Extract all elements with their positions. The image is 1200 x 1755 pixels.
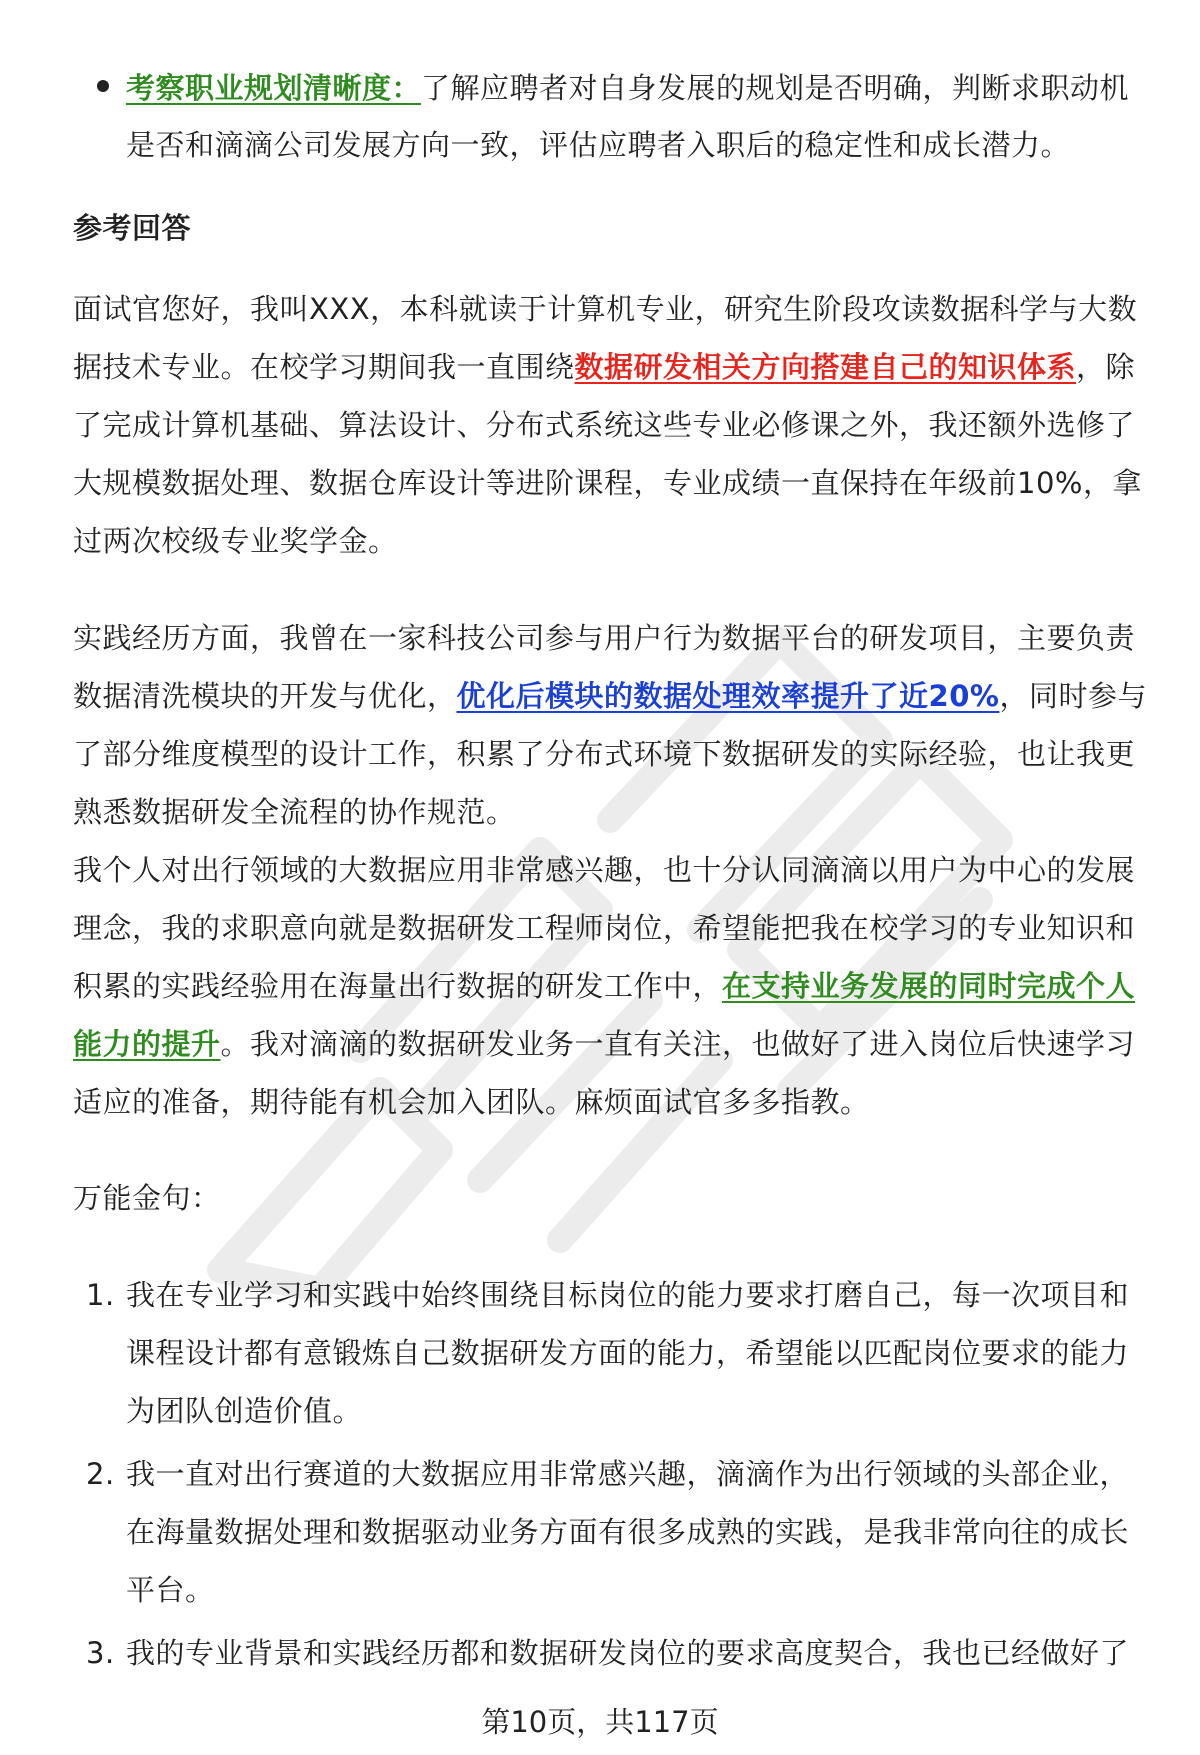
- list-item-1-line-1: 我在专业学习和实践中始终围绕目标岗位的能力要求打磨自己，每一次项目和: [126, 1278, 1130, 1312]
- para3-text: 。我对滴滴的数据研发业务一直有关注，也做好了进入岗位后快速学习: [220, 1027, 1136, 1061]
- para1-text: ，除: [1076, 350, 1136, 384]
- bullet-line-1: [126, 68, 1129, 108]
- para2-text: 数据清洗模块的开发与优化，: [73, 679, 457, 713]
- list-number: 1.: [86, 1278, 115, 1312]
- bullet-line-2: [126, 125, 1070, 165]
- para2-text: ，同时参与: [999, 679, 1147, 713]
- para3-line-4: [73, 1024, 1135, 1064]
- para1-line-4: 大规模数据处理、数据仓库设计等进阶课程，专业成绩一直保持在年级前10%，拿: [73, 466, 1142, 500]
- bullet-text-2: 是否和滴滴公司发展方向一致，评估应聘者入职后的稳定性和成长潜力。: [126, 128, 1071, 162]
- para2-highlight: 优化后模块的数据处理效率提升了近20%: [456, 679, 1000, 713]
- list-number: 3.: [86, 1636, 115, 1670]
- list-item-2-line-3: 平台。: [126, 1573, 215, 1607]
- list-item-2-line-2: 在海量数据处理和数据驱动业务方面有很多成熟的实践，是我非常向往的成长: [126, 1515, 1130, 1549]
- para3-line-2: 理念，我的求职意向就是数据研发工程师岗位，希望能把我在校学习的专业知识和: [73, 911, 1136, 945]
- para3-highlight: 在支持业务发展的同时完成个人: [722, 969, 1136, 1003]
- para1-line-3: 了完成计算机基础、算法设计、分布式系统这些专业必修课之外，我还额外选修了: [73, 408, 1136, 442]
- bullet-label: 考察职业规划清晰度：: [126, 71, 422, 105]
- para1-text: 据技术专业。在校学习期间我一直围绕: [73, 350, 575, 384]
- para2-line-2: [73, 676, 1147, 716]
- para2-line-4: 熟悉数据研发全流程的协作规范。: [73, 795, 516, 829]
- para2-line-3: 了部分维度模型的设计工作，积累了分布式环境下数据研发的实际经验，也让我更: [73, 737, 1136, 771]
- para1-line-1: 面试官您好，我叫XXX，本科就读于计算机专业，研究生阶段攻读数据科学与大数: [73, 292, 1138, 326]
- list-item-2-line-1: 我一直对出行赛道的大数据应用非常感兴趣，滴滴作为出行领域的头部企业，: [126, 1457, 1130, 1491]
- para3-line-1: 我个人对出行领域的大数据应用非常感兴趣，也十分认同滴滴以用户为中心的发展: [73, 853, 1136, 887]
- para3-highlight: 能力的提升: [73, 1027, 221, 1061]
- para1-highlight: 数据研发相关方向搭建自己的知识体系: [574, 350, 1077, 384]
- list-number: 2.: [86, 1457, 115, 1491]
- section-heading: 参考回答: [73, 211, 192, 245]
- page-footer: 第10页，共117页: [481, 1705, 719, 1739]
- para1-line-2: [73, 347, 1135, 387]
- list-item-3-line-1: 我的专业背景和实践经历都和数据研发岗位的要求高度契合，我也已经做好了: [126, 1636, 1130, 1670]
- para2-line-1: 实践经历方面，我曾在一家科技公司参与用户行为数据平台的研发项目，主要负责: [73, 621, 1136, 655]
- bullet-dot: [97, 80, 109, 92]
- para3-line-5: 适应的准备，期待能有机会加入团队。麻烦面试官多多指教。: [73, 1085, 870, 1119]
- para1-line-5: 过两次校级专业奖学金。: [73, 524, 398, 558]
- list-item-1-line-2: 课程设计都有意锻炼自己数据研发方面的能力，希望能以匹配岗位要求的能力: [126, 1336, 1130, 1370]
- golden-title: 万能金句：: [73, 1181, 221, 1215]
- para3-text: 积累的实践经验用在海量出行数据的研发工作中，: [73, 969, 723, 1003]
- bullet-text-1: 了解应聘者对自身发展的规划是否明确，判断求职动机: [421, 71, 1130, 105]
- para3-line-3: [73, 966, 1135, 1006]
- list-item-1-line-3: 为团队创造价值。: [126, 1394, 363, 1428]
